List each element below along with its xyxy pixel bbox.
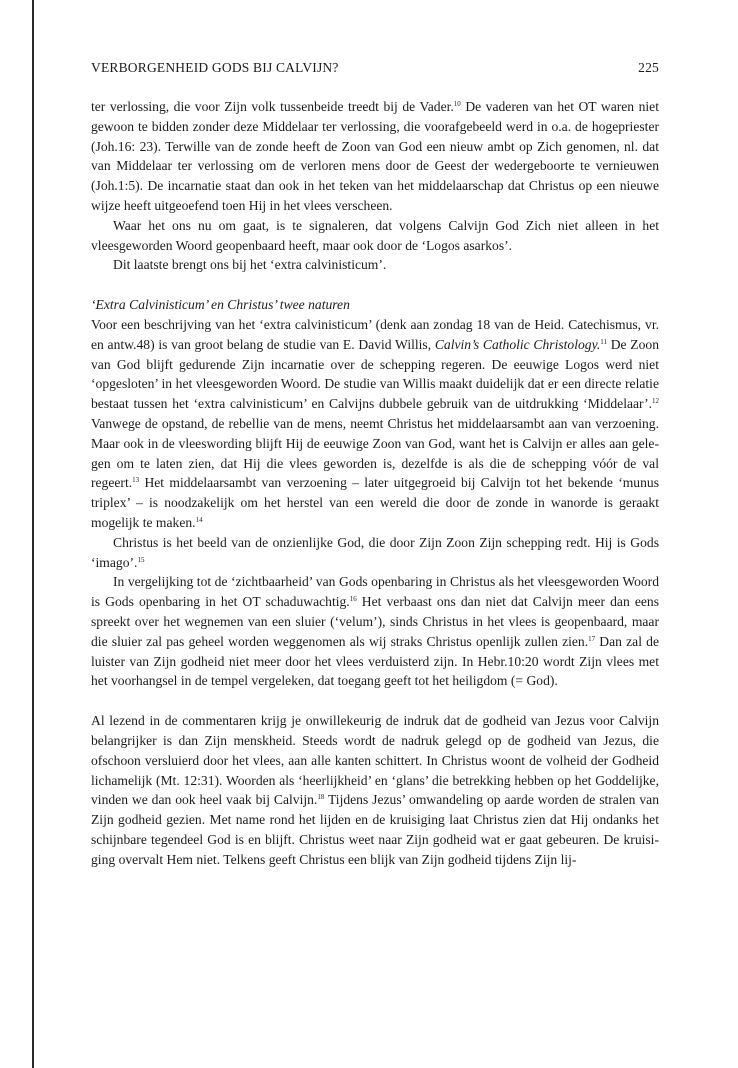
text-run: De Zoon van God blijft gedurende Zijn incarnatie over de schepping regeren. De eeuwige Logos werd niet ‘opgesloten’ in het vleesgeworden Woord. De studie van Willis maakt duidelijk dat er een directe relatie bestaat tussen het ‘extra calvinisticum’ en Calvijns dubbele gebruik van de uitdrukking ‘Middelaar’.: [91, 336, 659, 412]
text-run: Dan zal de luister van Zijn godheid niet meer door het vlees verduisterd zijn. In Hebr.10:20 wordt Zijn vlees met het voorhangsel in de tempel vergeleken, dat toegang geeft tot het heiligdom (= God).: [91, 633, 659, 689]
text-run: Het verbaast ons dan niet dat Calvijn meer dan eens spreekt over het wegnemen van een sluier (‘velum’), sinds Christus in het vlees is geopenbaard, maar die sluier zal pas geheel worden weggenomen als wij straks Christus openlijk zullen zien.: [91, 594, 659, 649]
footnote-ref-10: 10: [453, 100, 461, 108]
paragraph-7: [91, 711, 659, 869]
text-run: De vaderen van het OT waren niet gewoon te bidden zonder deze Middelaar ter verlossing, die voorafgebeeld werd in o.a. de hogepriester (Joh.16: 23). Terwille van de zonde heeft de Zoon van God een nieuw ambt op Zich genomen, nl. dat van Middelaar ter verlossing om de verloren mens door de Geest der wedergeboorte te vernieuwen (Joh.1:5). De incarnatie staat dan ook in het teken van het middelaarschap dat Christus op een nieuwe wijze heeft uitgeoefend toen Hij in het vlees verscheen.: [91, 99, 659, 213]
section-spacer: [91, 275, 659, 295]
paragraph-6: [91, 572, 659, 691]
book-title: Calvin’s Catholic Christology.: [434, 336, 601, 352]
footnote-ref-11: 11: [600, 337, 608, 346]
text-run: Vanwege de opstand, de rebellie van de mens, neemt Christus het middelaarsambt aan van verzoening. Maar ook in de vleeswording blijft Hij de eeuwige Zoon van God, want het is Calvijn er alles aan gelegen om te laten zien, dat Hij die vlees geworden is, dezelfde is als die de schepping vóór de val regeert.: [91, 415, 659, 491]
page-body: [91, 97, 659, 869]
text-run: Christus is het beeld van de onzienlijke God, die door Zijn Zoon Zijn schepping redt. Hij is Gods ‘imago’.: [91, 534, 659, 570]
footnote-ref-18: 18: [317, 793, 325, 802]
text-run: Het middelaarsambt van verzoening – later uitgegroeid bij Calvijn tot het bekende ‘munus triplex’ – is noodzakelijk om het herstel van een wereld die door de zonde in wanorde is geraakt mogelijk te maken.: [91, 475, 659, 530]
running-header: [91, 60, 659, 76]
footnote-ref-13: 13: [132, 476, 140, 485]
paragraph-3: Dit laatste brengt ons bij het ‘extra calvinisticum’.: [113, 257, 387, 273]
paragraph-1: [91, 97, 659, 216]
page-number: 225: [638, 60, 659, 75]
text-run: Tijdens Jezus’ omwandeling op aarde worden de stralen van Zijn godheid gezien. Met name rond het lijden en de kruisiging laat Christus zien dat Hij ondanks het schijnbare tegendeel God is en blijft. Christus weet naar Zijn godheid wat er gaat gebeuren. De kruisiging overvalt Hem niet. Telkens geeft Christus een blijk van Zijn godheid tijdens Zijn lij-: [91, 792, 659, 867]
paragraph-5: [91, 533, 659, 573]
section-heading: ‘Extra Calvinisticum’ en Christus’ twee naturen: [91, 297, 350, 313]
scan-edge-line: [32, 0, 34, 1068]
paragraph-2: Waar het ons nu om gaat, is te signaleren, dat volgens Calvijn God Zich niet alleen in het vleesgeworden Woord geopenbaard heeft, maar ook door de ‘Logos asarkos’.: [91, 217, 659, 253]
section-spacer: [91, 691, 659, 711]
footnote-ref-14: 14: [195, 515, 203, 524]
paragraph-4: [91, 315, 659, 533]
text-run: Voor een beschrijving van het ‘extra calvinisticum’ (denk aan zondag 18 van de Heid. Catechismus, vr. en antw.48) is van groot belang de studie van E. David Willis,: [91, 316, 659, 352]
running-title: VERBORGENHEID GODS BIJ CALVIJN?: [91, 60, 339, 75]
footnote-ref-16: 16: [349, 595, 357, 604]
text-run: ter verlossing, die voor Zijn volk tussenbeide treedt bij de Vader.: [91, 99, 454, 114]
text-run: Al lezend in de commentaren krijg je onwillekeurig de indruk dat de godheid van Jezus voor Calvijn belangrijker is dan Zijn menskheid. Steeds wordt de nadruk gelegd op de godheid van Jezus, die ofschoon versluierd door het vlees, aan alle kanten schittert. In Christus woont de volheid der Godheid lichamelijk (Mt. 12:31). Woorden als ‘heerlijkheid’ en ‘glans’ die betrekking hebben op het Goddelijke, vinden we dan ook heel vaak bij Calvijn.: [91, 713, 659, 808]
footnote-ref-15: 15: [137, 555, 145, 564]
footnote-ref-17: 17: [588, 634, 596, 643]
footnote-ref-12: 12: [652, 397, 659, 406]
text-run: In vergelijking tot de ‘zichtbaarheid’ van Gods openbaring in Christus als het vleesgeworden Woord is Gods openbaring in het OT schaduwachtig.: [91, 574, 659, 610]
